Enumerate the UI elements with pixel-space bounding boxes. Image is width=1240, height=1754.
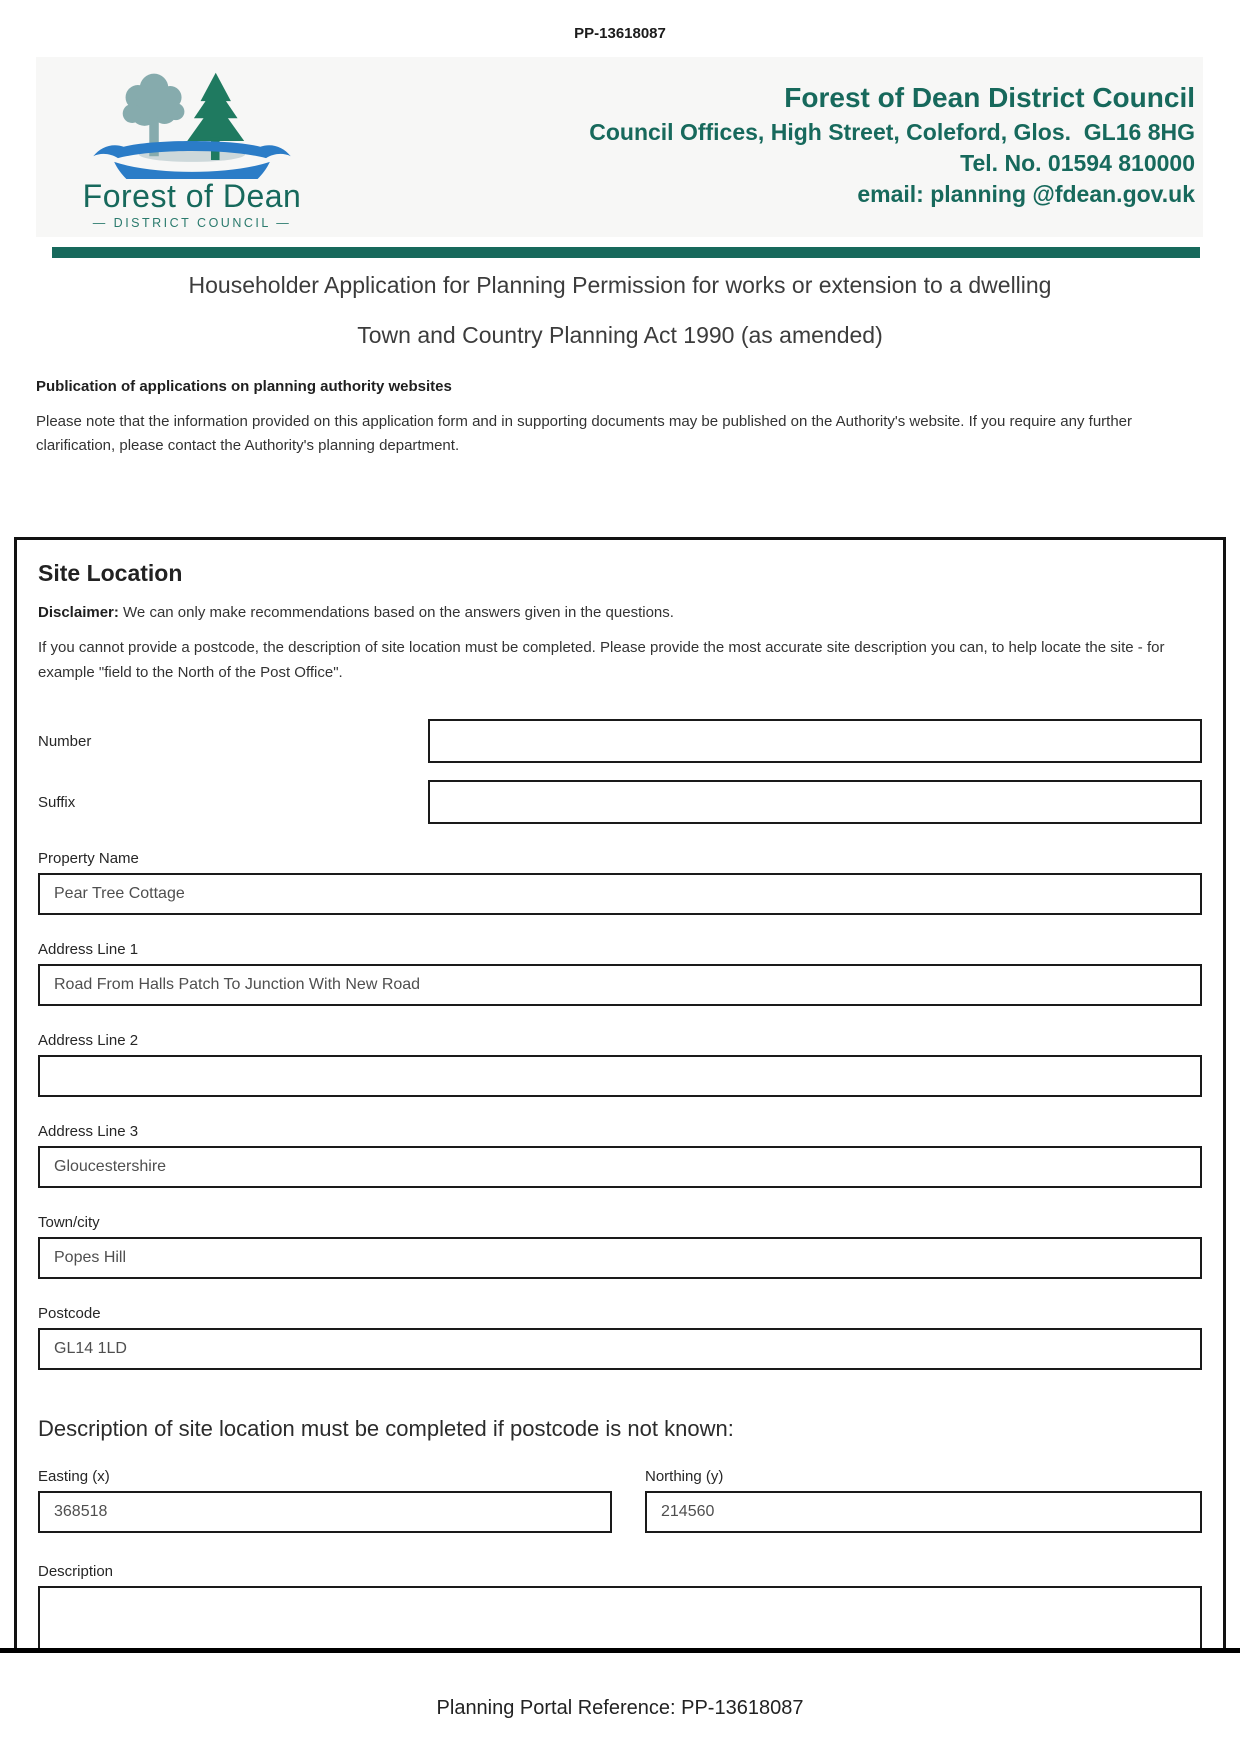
disclaimer-text: We can only make recommendations based on the answers given in the questions. bbox=[123, 604, 674, 621]
suffix-row bbox=[38, 780, 1202, 824]
postcode-input[interactable] bbox=[38, 1328, 1202, 1370]
property-name-field bbox=[38, 850, 1202, 915]
easting-input[interactable] bbox=[38, 1491, 612, 1533]
council-address: Council Offices, High Street, Coleford, Glos. GL16 8HG bbox=[589, 119, 1195, 145]
town-city-label: Town/city bbox=[38, 1214, 100, 1231]
postcode-field bbox=[38, 1305, 1202, 1370]
council-logo bbox=[58, 57, 326, 237]
address-line-2-field bbox=[38, 1032, 1202, 1097]
application-reference-top: PP-13618087 bbox=[574, 25, 666, 42]
northing-label: Northing (y) bbox=[645, 1468, 724, 1485]
description-input[interactable] bbox=[38, 1586, 1202, 1648]
footer-reference: Planning Portal Reference: PP-13618087 bbox=[436, 1697, 804, 1719]
council-phone: Tel. No. 01594 810000 bbox=[960, 150, 1195, 176]
description-requirement-heading: Description of site location must be completed if postcode is not known: bbox=[38, 1416, 734, 1441]
disclaimer-label: Disclaimer: bbox=[38, 604, 119, 621]
council-email: email: planning @fdean.gov.uk bbox=[857, 181, 1195, 207]
description-label: Description bbox=[38, 1563, 114, 1580]
number-label: Number bbox=[38, 732, 92, 750]
publication-heading: Publication of applications on planning authority websites bbox=[36, 378, 452, 395]
northing-field bbox=[645, 1468, 1202, 1533]
site-location-intro: If you cannot provide a postcode, the description of site location must be completed. Please provide the most accurate site description you can, to help locate the site - for example "field to the North of the Post Office". bbox=[38, 639, 1165, 681]
suffix-input[interactable] bbox=[428, 780, 1202, 824]
publication-note: Please note that the information provided on this application form and in supporting documents may be published on the Authority's website. If you require any further clarification, please contact the Authority's planning department. bbox=[36, 413, 1133, 454]
coordinates-row bbox=[38, 1468, 1202, 1533]
number-row bbox=[38, 719, 1202, 763]
logo-subtitle-text: — DISTRICT COUNCIL — bbox=[92, 216, 292, 230]
green-divider-bar bbox=[52, 247, 1200, 258]
address-line-2-input[interactable] bbox=[38, 1055, 1202, 1097]
address-line-3-input[interactable] bbox=[38, 1146, 1202, 1188]
document-subtitle: Town and Country Planning Act 1990 (as amended) bbox=[357, 322, 883, 348]
northing-input[interactable] bbox=[645, 1491, 1202, 1533]
town-city-field bbox=[38, 1214, 1202, 1279]
site-location-heading: Site Location bbox=[38, 560, 183, 586]
description-field bbox=[38, 1563, 1202, 1648]
council-name: Forest of Dean District Council bbox=[784, 82, 1195, 113]
suffix-label: Suffix bbox=[38, 793, 76, 811]
council-logo-trees-icon bbox=[87, 67, 297, 179]
town-city-input[interactable] bbox=[38, 1237, 1202, 1279]
page-break-divider bbox=[0, 1648, 1240, 1653]
number-input[interactable] bbox=[428, 719, 1202, 763]
address-line-1-label: Address Line 1 bbox=[38, 941, 139, 958]
postcode-label: Postcode bbox=[38, 1305, 101, 1322]
document-title: Householder Application for Planning Permission for works or extension to a dwelling bbox=[188, 272, 1052, 298]
address-line-2-label: Address Line 2 bbox=[38, 1032, 139, 1049]
address-line-1-input[interactable] bbox=[38, 964, 1202, 1006]
council-contact-block bbox=[589, 82, 1195, 237]
easting-field bbox=[38, 1468, 612, 1533]
header bbox=[36, 57, 1203, 237]
property-name-label: Property Name bbox=[38, 850, 139, 867]
address-line-1-field bbox=[38, 941, 1202, 1006]
easting-label: Easting (x) bbox=[38, 1468, 110, 1485]
address-line-3-field bbox=[38, 1123, 1202, 1188]
address-line-3-label: Address Line 3 bbox=[38, 1123, 139, 1140]
logo-name-text: Forest of Dean bbox=[82, 178, 302, 214]
site-location-section bbox=[14, 537, 1226, 1648]
property-name-input[interactable] bbox=[38, 873, 1202, 915]
disclaimer bbox=[38, 604, 1202, 621]
